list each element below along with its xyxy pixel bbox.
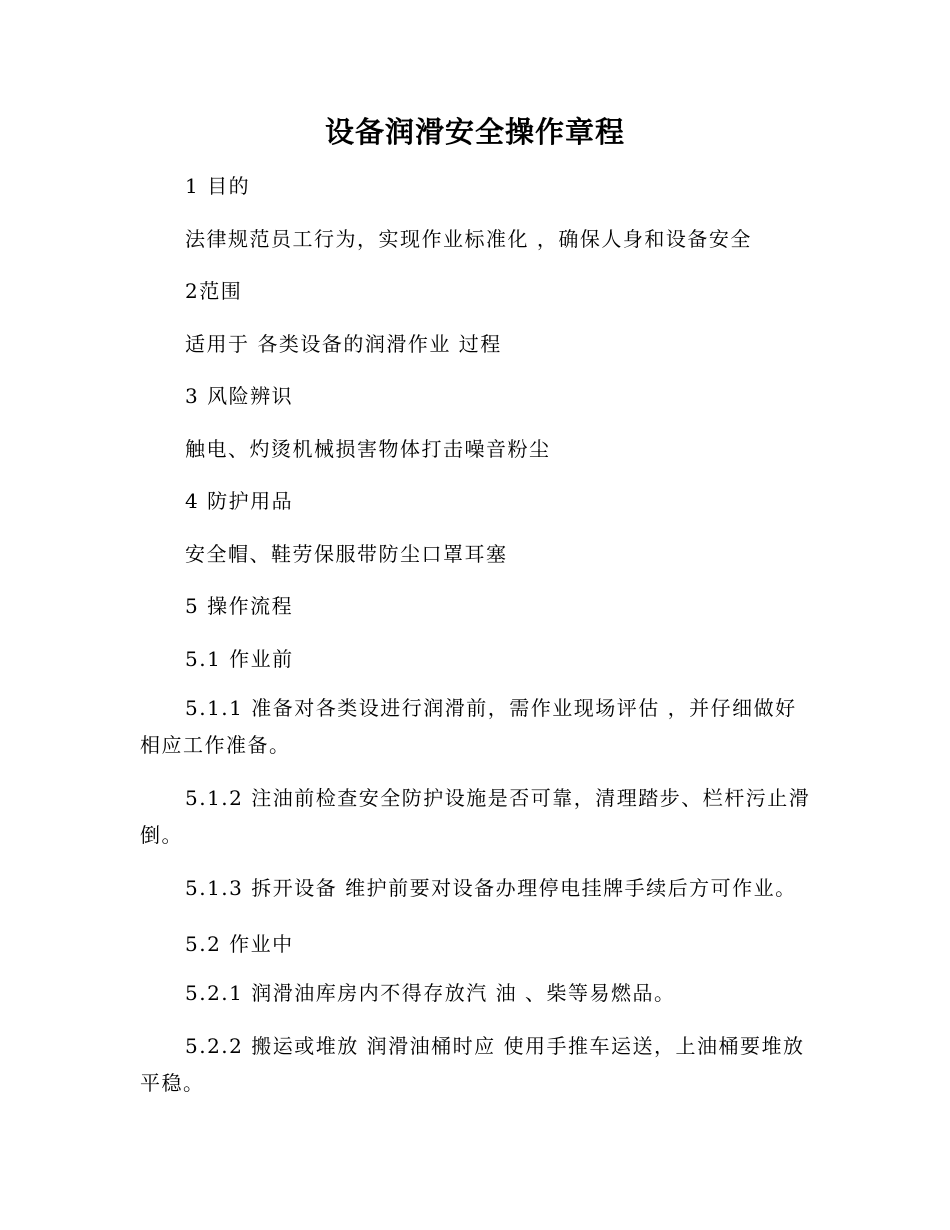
- section-heading-purpose: 1 目的: [185, 174, 251, 198]
- ppe-text: 安全帽、鞋劳保服带防尘口罩耳塞: [185, 542, 508, 566]
- purpose-text: 法律规范员工行为，实现作业标准化 ，确保人身和设备安全: [185, 227, 752, 251]
- item-5-1-3: 5.1.3 拆开设备 维护前要对设备办理停电挂牌手续后方可作业。: [185, 876, 797, 900]
- risk-text: 触电、灼烫机械损害物体打击噪音粉尘: [185, 437, 551, 461]
- subsection-heading-before: 5.1 作业前: [185, 647, 294, 671]
- subsection-heading-during: 5.2 作业中: [185, 932, 294, 956]
- item-5-2-1: 5.2.1 润滑油库房内不得存放汽 油 、柴等易燃品。: [185, 981, 676, 1005]
- section-heading-risk: 3 风险辨识: [185, 384, 294, 408]
- item-5-2-2: 5.2.2 搬运或堆放 润滑油桶时应 使用手推车运送，上油桶要堆放平稳。: [140, 1034, 805, 1095]
- item-5-1-1: 5.1.1 准备对各类设进行润滑前，需作业现场评估 ，并仔细做好相应工作准备。: [140, 696, 797, 757]
- item-5-1-2: 5.1.2 注油前检查安全防护设施是否可靠，清理踏步、栏杆污止滑倒。: [140, 786, 811, 847]
- section-heading-process: 5 操作流程: [185, 594, 294, 618]
- scope-text: 适用于 各类设备的润滑作业 过程: [185, 332, 502, 356]
- section-heading-scope: 2范围: [185, 279, 243, 303]
- section-heading-ppe: 4 防护用品: [185, 489, 294, 513]
- document-title: 设备润滑安全操作章程: [324, 115, 625, 149]
